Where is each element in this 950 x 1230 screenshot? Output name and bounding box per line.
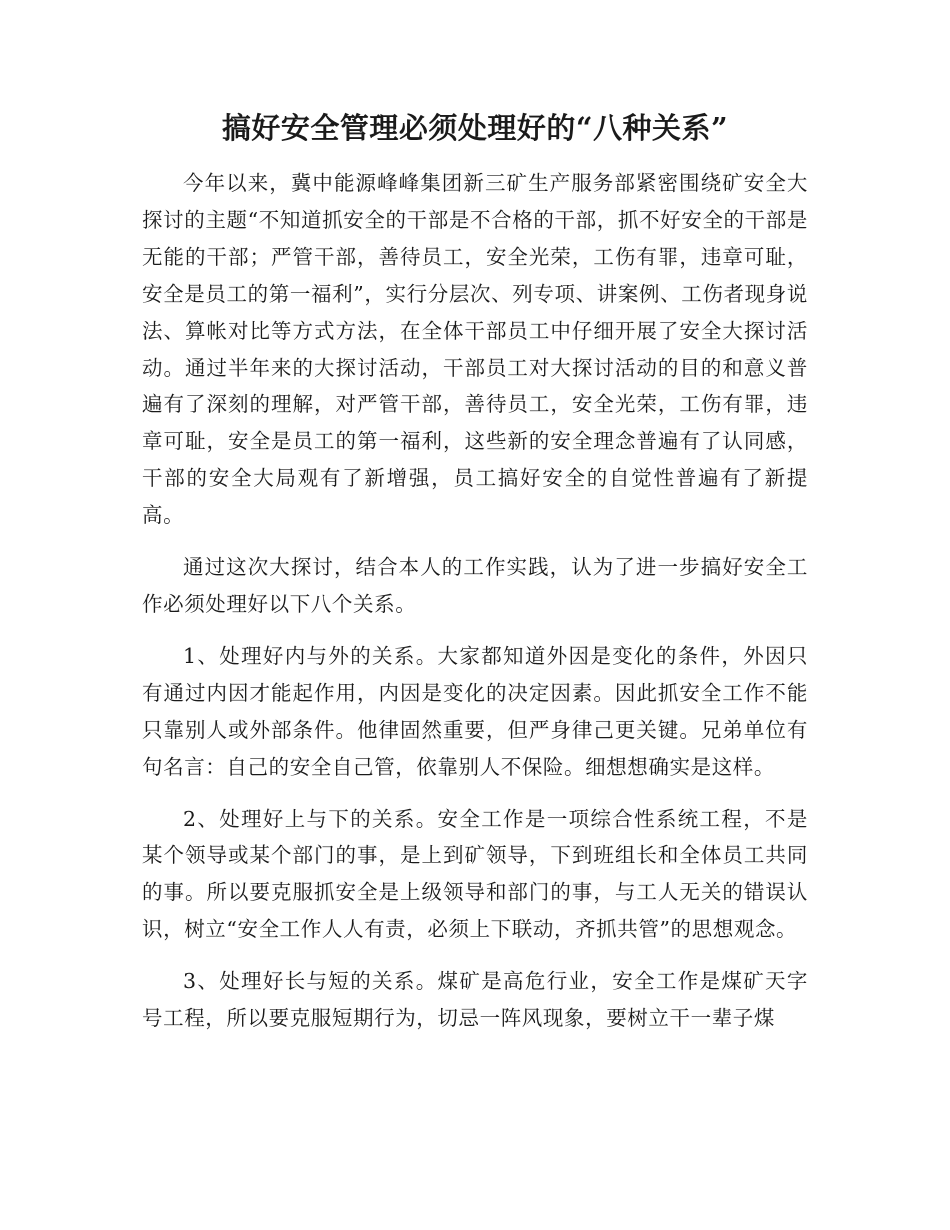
intro-paragraph: 今年以来，冀中能源峰峰集团新三矿生产服务部紧密围绕矿安全大探讨的主题“不知道抓安全的干部是不合格的干部，抓不好安全的干部是无能的干部；严管干部，善待员工，安全光荣，工伤有罪，违章可耻，安全是员工的第一福利”，实行分层次、列专项、讲案例、工伤者现身说法、算帐对比等方式方法，在全体干部员工中仔细开展了安全大探讨活动。通过半年来的大探讨活动，干部员工对大探讨活动的目的和意义普遍有了深刻的理解，对严管干部，善待员工，安全光荣，工伤有罪，违章可耻，安全是员工的第一福利，这些新的安全理念普遍有了认同感，干部的安全大局观有了新增强，员工搞好安全的自觉性普遍有了新提高。 xyxy=(142,171,808,528)
relation-3-paragraph: 3、处理好长与短的关系。煤矿是高危行业，安全工作是煤矿天字号工程，所以要克服短期行为，切忌一阵风现象，要树立干一辈子煤 xyxy=(142,969,808,1031)
relation-2-paragraph: 2、处理好上与下的关系。安全工作是一项综合性系统工程，不是某个领导或某个部门的事，是上到矿领导，下到班组长和全体员工共同的事。所以要克服抓安全是上级领导和部门的事，与工人无关的错误认识，树立“安全工作人人有责，必须上下联动，齐抓共管”的思想观念。 xyxy=(142,806,808,942)
relation-1-paragraph: 1、处理好内与外的关系。大家都知道外因是变化的条件，外因只有通过内因才能起作用，内因是变化的决定因素。因此抓安全工作不能只靠别人或外部条件。他律固然重要，但严身律己更关键。兄弟单位有句名言：自己的安全自己管，依靠别人不保险。细想想确实是这样。 xyxy=(142,643,808,779)
document-title: 搞好安全管理必须处理好的“八种关系” xyxy=(221,111,729,145)
summary-paragraph: 通过这次大探讨，结合本人的工作实践，认为了进一步搞好安全工作必须处理好以下八个关系。 xyxy=(142,555,808,616)
document-body xyxy=(142,165,808,1052)
